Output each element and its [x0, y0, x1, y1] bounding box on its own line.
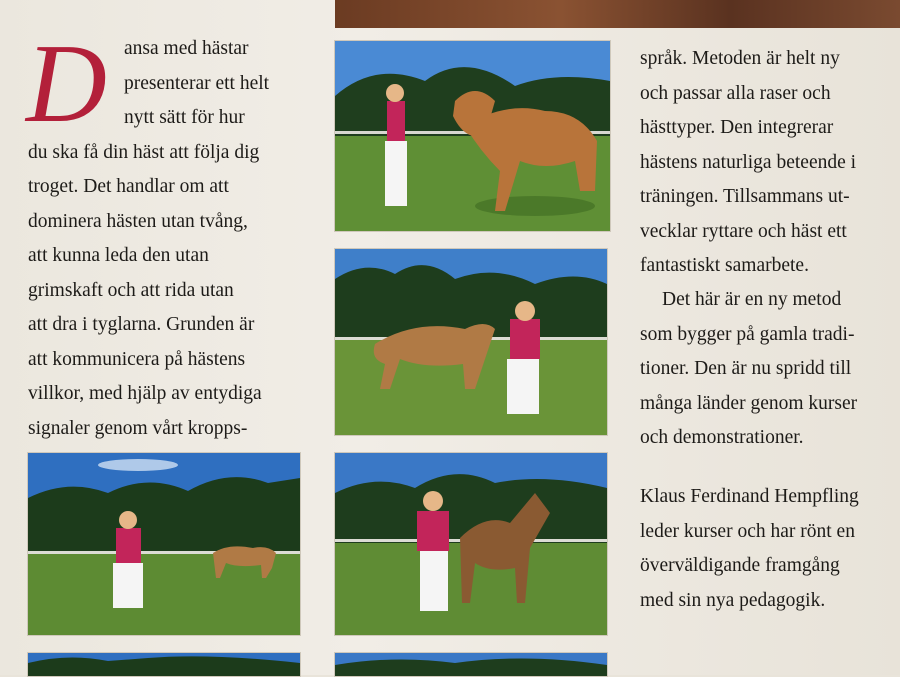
text-line: signaler genom vårt kropps- [28, 417, 248, 439]
text-line: fantastiskt samarbete. [640, 255, 809, 276]
horse-photo-icon [335, 653, 607, 676]
text-line: dominera hästen utan tvång, [28, 210, 248, 232]
photo-bottom-left-partial [27, 652, 301, 677]
text-line: många länder genom kurser [640, 392, 858, 414]
text-line: Klaus Ferdinand Hempfling [640, 486, 859, 507]
text-line: med sin nya pedagogik. [640, 589, 826, 611]
photo-horse-rearing [334, 40, 611, 232]
text-line: språk. Metoden är helt ny [640, 48, 840, 69]
text-line: ansa med hästar [124, 38, 249, 59]
horse-photo-icon [28, 453, 300, 635]
text-line: leder kurser och har rönt en [640, 520, 855, 542]
text-line: att dra i tyglarna. Grunden är [28, 314, 255, 335]
text-line: överväldigande framgång [640, 555, 840, 576]
text-line: hästens naturliga beteende i [640, 151, 857, 173]
text-line: och demonstrationer. [640, 427, 804, 448]
text-line: att kommunicera på hästens [28, 348, 246, 370]
horse-photo-icon [335, 453, 607, 635]
right-column-para2 [640, 283, 857, 456]
photo-bottom-middle-partial [334, 652, 608, 677]
photo-horse-trotting [334, 248, 608, 436]
text-line: du ska få din häst att följa dig [28, 141, 260, 163]
photo-horse-distance [27, 452, 301, 636]
top-photo-edge [335, 0, 900, 28]
text-line: tioner. Den är nu spridd till [640, 358, 852, 379]
text-line: grimskaft och att rida utan [28, 279, 234, 301]
horse-photo-icon [335, 249, 607, 435]
drop-cap: D [26, 22, 107, 146]
text-line: träningen. Tillsammans ut- [640, 186, 850, 207]
text-line: vecklar ryttare och häst ett [640, 220, 847, 242]
horse-photo-icon [335, 41, 610, 231]
horse-photo-icon [28, 653, 300, 676]
text-line: och passar alla raser och [640, 82, 831, 104]
text-line: Det här är en ny metod [662, 289, 842, 310]
text-line: att kunna leda den utan [28, 245, 209, 266]
text-line: som bygger på gamla tradi- [640, 323, 855, 345]
text-line: hästtyper. Den integrerar [640, 117, 834, 138]
right-column-para1 [640, 42, 856, 284]
text-line: presenterar ett helt [124, 72, 270, 94]
photo-horse-following [334, 452, 608, 636]
right-column-para3 [640, 480, 859, 618]
text-line: villkor, med hjälp av entydiga [28, 383, 262, 404]
text-line: nytt sätt för hur [124, 107, 245, 128]
left-column-text [28, 32, 269, 446]
text-line: troget. Det handlar om att [28, 176, 229, 197]
